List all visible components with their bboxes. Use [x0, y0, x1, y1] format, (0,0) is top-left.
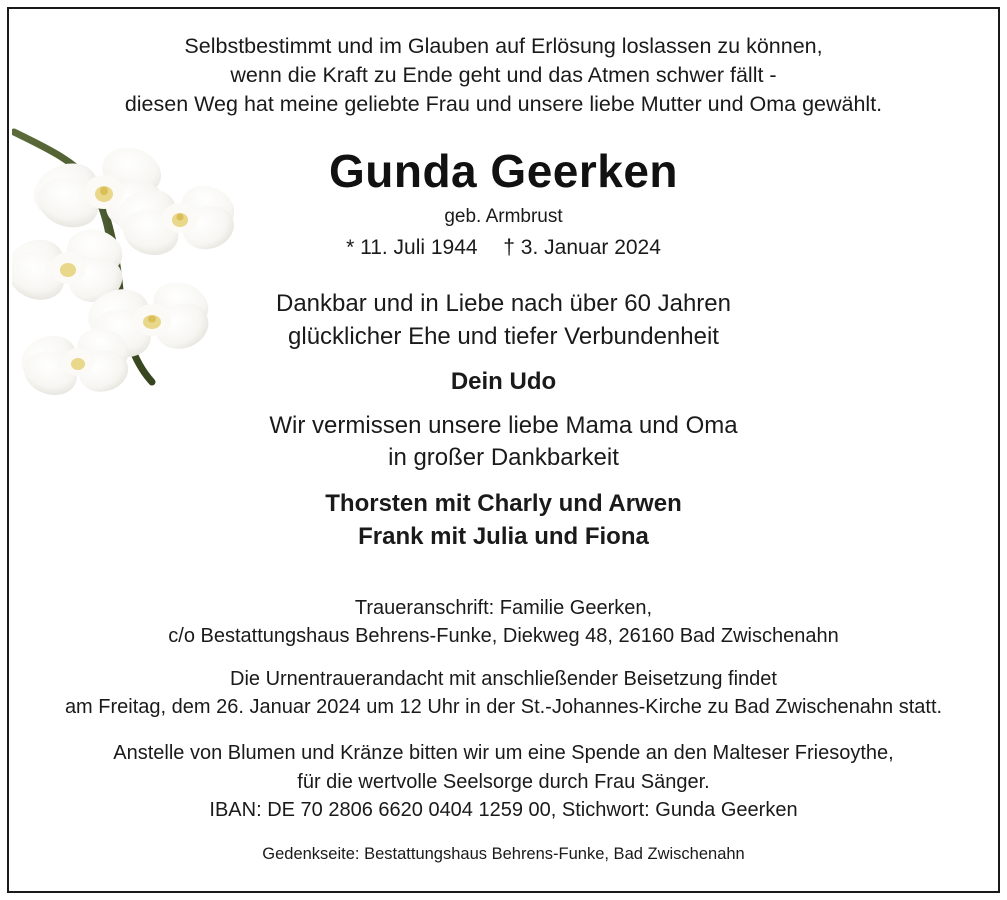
- donation-line-1: Anstelle von Blumen und Kränze bitten wir um eine Spende an den Malteser Friesoythe,: [113, 742, 894, 765]
- donation-iban: IBAN: DE 70 2806 6620 0404 1259 00, Stichwort: Gunda Geerken: [209, 799, 798, 822]
- maiden-name: geb. Armbrust: [444, 206, 563, 228]
- thanks-block: [276, 288, 731, 353]
- birth-date: * 11. Juli 1944: [346, 236, 478, 260]
- service-details: [65, 666, 942, 721]
- family-line-1: Thorsten mit Charly und Arwen: [325, 489, 682, 517]
- mourning-block: [269, 410, 737, 475]
- service-line-2: am Freitag, dem 26. Januar 2024 um 12 Uhr in der St.-Johannes-Kirche zu Bad Zwischenahn statt.: [64, 695, 943, 718]
- card-content: [10, 10, 997, 890]
- donation-line-2: für die wertvolle Seelsorge durch Frau Sänger.: [297, 770, 710, 793]
- intro-verse: [74, 32, 934, 118]
- family-line-2: Frank mit Julia und Fiona: [358, 523, 649, 550]
- life-dates: [346, 236, 661, 260]
- memorial-page-footer: Gedenkseite: Bestattungshaus Behrens-Funke, Bad Zwischenahn: [262, 844, 745, 863]
- address-line-2: c/o Bestattungshaus Behrens-Funke, Diekweg 48, 26160 Bad Zwischenahn: [168, 624, 839, 647]
- address-line-1: Traueranschrift: Familie Geerken,: [354, 597, 653, 620]
- intro-line-1: Selbstbestimmt und im Glauben auf Erlösung loslassen zu können,: [184, 34, 823, 58]
- intro-line-2: wenn die Kraft zu Ende geht und das Atmen schwer fällt -: [230, 62, 777, 87]
- intro-line-3: diesen Weg hat meine geliebte Frau und unsere liebe Mutter und Oma gewählt.: [124, 91, 883, 116]
- mourning-line-2: in großer Dankbarkeit: [388, 444, 619, 472]
- service-line-1: Die Urnentrauerandacht mit anschließender Beisetzung findet: [230, 668, 777, 691]
- family-signatures: [325, 487, 681, 553]
- spouse-signature: Dein Udo: [450, 367, 557, 395]
- death-date: † 3. Januar 2024: [503, 236, 661, 260]
- mourning-line-1: Wir vermissen unsere liebe Mama und Oma: [269, 411, 738, 439]
- thanks-line-2: glücklicher Ehe und tiefer Verbundenheit: [288, 323, 719, 351]
- donation-details: [113, 739, 893, 824]
- mourning-address: [168, 595, 838, 650]
- deceased-name: Gunda Geerken: [328, 145, 679, 198]
- thanks-line-1: Dankbar und in Liebe nach über 60 Jahren: [276, 290, 731, 318]
